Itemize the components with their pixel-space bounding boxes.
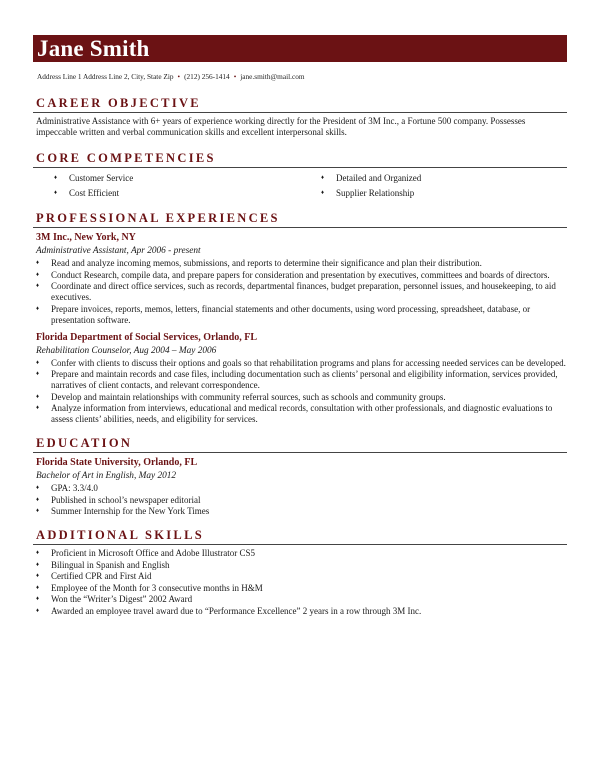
email-text: jane.smith@mail.com <box>240 72 305 81</box>
bullet-icon: ♦ <box>36 405 40 411</box>
list-item: ♦ Employee of the Month for 3 consecutive months in H&M <box>36 582 263 593</box>
list-item: ♦ Summer Internship for the New York Times <box>36 506 210 516</box>
candidate-name: Jane Smith <box>37 36 150 61</box>
list-item: ♦ Won the “Writer’s Digest” 2002 Award <box>36 594 193 604</box>
bullet-icon: ♦ <box>36 283 40 289</box>
section-divider <box>33 452 567 453</box>
bullet-icon: ♦ <box>36 371 40 377</box>
experience-section <box>33 211 567 425</box>
bullet-icon: ♦ <box>36 359 40 366</box>
job-entry <box>33 232 567 326</box>
list-item: ♦ Certified CPR and First Aid <box>36 571 152 581</box>
section-title: EDUCATION <box>36 436 133 450</box>
degree: Bachelor of Art in English, May 2012 <box>36 471 177 481</box>
bullet-icon: ♦ <box>36 508 40 514</box>
contact-separator: • <box>177 72 181 81</box>
section-title: CORE COMPETENCIES <box>36 151 216 165</box>
list-item: ♦ Awarded an employee travel award due to “Performance Excellence” 2 years in a row through 3M Inc. <box>36 605 422 616</box>
list-item: ♦ Prepare invoices, reports, memos, letters, financial statements and other documents, using word processing, spreadsheet, database, or presentation software. <box>36 303 531 325</box>
list-item: ♦ Prepare and maintain records and case files, including documentation such as clients’ personal and eligibility information, services provided, narratives of client contacts, and relevant correspondence. <box>36 369 558 390</box>
competency-item: ♦ Detailed and Organized <box>300 171 567 186</box>
list-item: ♦ Bilingual in Spanish and English <box>36 559 170 570</box>
bullet-icon: ♦ <box>36 596 40 602</box>
name-banner <box>33 35 567 62</box>
employer-name: Florida Department of Social Services, Orlando, FL <box>36 331 258 343</box>
skills-section <box>33 528 567 617</box>
competency-item: ♦ Cost Efficient <box>33 186 300 201</box>
job-bullets <box>33 358 567 426</box>
employer-name: 3M Inc., New York, NY <box>36 232 136 243</box>
list-item: ♦ GPA: 3.3/4.0 <box>36 483 98 493</box>
contact-separator: • <box>233 72 237 81</box>
job-bullets <box>33 258 567 326</box>
resume-page <box>33 35 567 617</box>
section-title: ADDITIONAL SKILLS <box>36 528 204 542</box>
contact-line <box>37 72 567 81</box>
objective-section <box>33 96 567 138</box>
phone-text: (212) 256-1414 <box>184 72 230 81</box>
bullet-icon: ♦ <box>36 573 40 579</box>
education-bullets <box>33 483 567 517</box>
bullet-icon: ♦ <box>36 561 40 568</box>
bullet-icon: ♦ <box>54 190 58 196</box>
bullet-icon: ♦ <box>54 175 58 181</box>
list-item: ♦ Published in school’s newspaper editorial <box>36 494 201 505</box>
list-item: ♦ Read and analyze incoming memos, submissions, and reports to determine their significance and plan their distribution. <box>36 258 482 268</box>
section-divider <box>33 112 567 113</box>
section-divider <box>33 227 567 228</box>
section-title: PROFESSIONAL EXPERIENCES <box>36 211 280 225</box>
list-item: ♦ Coordinate and direct office services, such as records, departmental finances, budget preparation, personnel issues, and housekeeping, to aid executives. <box>36 281 556 302</box>
bullet-icon: ♦ <box>36 485 40 491</box>
section-divider <box>33 167 567 168</box>
list-item: ♦ Confer with clients to discuss their options and goals so that rehabilitation programs and plans for accessing needed services can be developed. <box>36 357 566 368</box>
bullet-icon: ♦ <box>36 393 40 400</box>
competency-grid <box>33 171 567 201</box>
bullet-icon: ♦ <box>321 190 325 196</box>
competency-item: ♦ Supplier Relationship <box>300 186 567 201</box>
list-item: ♦ Develop and maintain relationships with community referral sources, such as schools and community groups. <box>36 391 446 402</box>
section-title: CAREER OBJECTIVE <box>36 96 201 110</box>
bullet-icon: ♦ <box>321 175 325 181</box>
competency-item: ♦ Customer Service <box>33 171 300 186</box>
job-entry <box>33 332 567 426</box>
bullet-icon: ♦ <box>36 271 40 278</box>
bullet-icon: ♦ <box>36 260 40 266</box>
bullet-icon: ♦ <box>36 305 40 312</box>
bullet-icon: ♦ <box>36 607 40 614</box>
address-text: Address Line 1 Address Line 2, City, State Zip <box>37 72 174 81</box>
job-title: Rehabilitation Counselor, Aug 2004 – May 2006 <box>36 345 217 356</box>
section-divider <box>33 544 567 545</box>
competencies-section <box>33 151 567 201</box>
job-title: Administrative Assistant, Apr 2006 - present <box>36 246 201 256</box>
school-name: Florida State University, Orlando, FL <box>36 457 198 468</box>
list-item: ♦ Conduct Research, compile data, and prepare papers for consideration and presentation by executives, committees and boards of directors. <box>36 269 550 280</box>
objective-text: Administrative Assistance with 6+ years of experience working directly for the President of 3M Inc., a Fortune 500 company. Possesses impeccable written and verbal communication skills and excellent interpersonal skills. <box>36 116 526 137</box>
skills-bullets <box>33 548 567 617</box>
bullet-icon: ♦ <box>36 584 40 591</box>
bullet-icon: ♦ <box>36 496 40 503</box>
education-section <box>33 436 567 517</box>
list-item: ♦ Analyze information from interviews, educational and medical records, consultation with other professionals, and diagnostic evaluations to assess clients’ abilities, needs, and eligibility for services. <box>36 403 553 424</box>
bullet-icon: ♦ <box>36 550 40 556</box>
list-item: ♦ Proficient in Microsoft Office and Adobe Illustrator CS5 <box>36 548 256 558</box>
